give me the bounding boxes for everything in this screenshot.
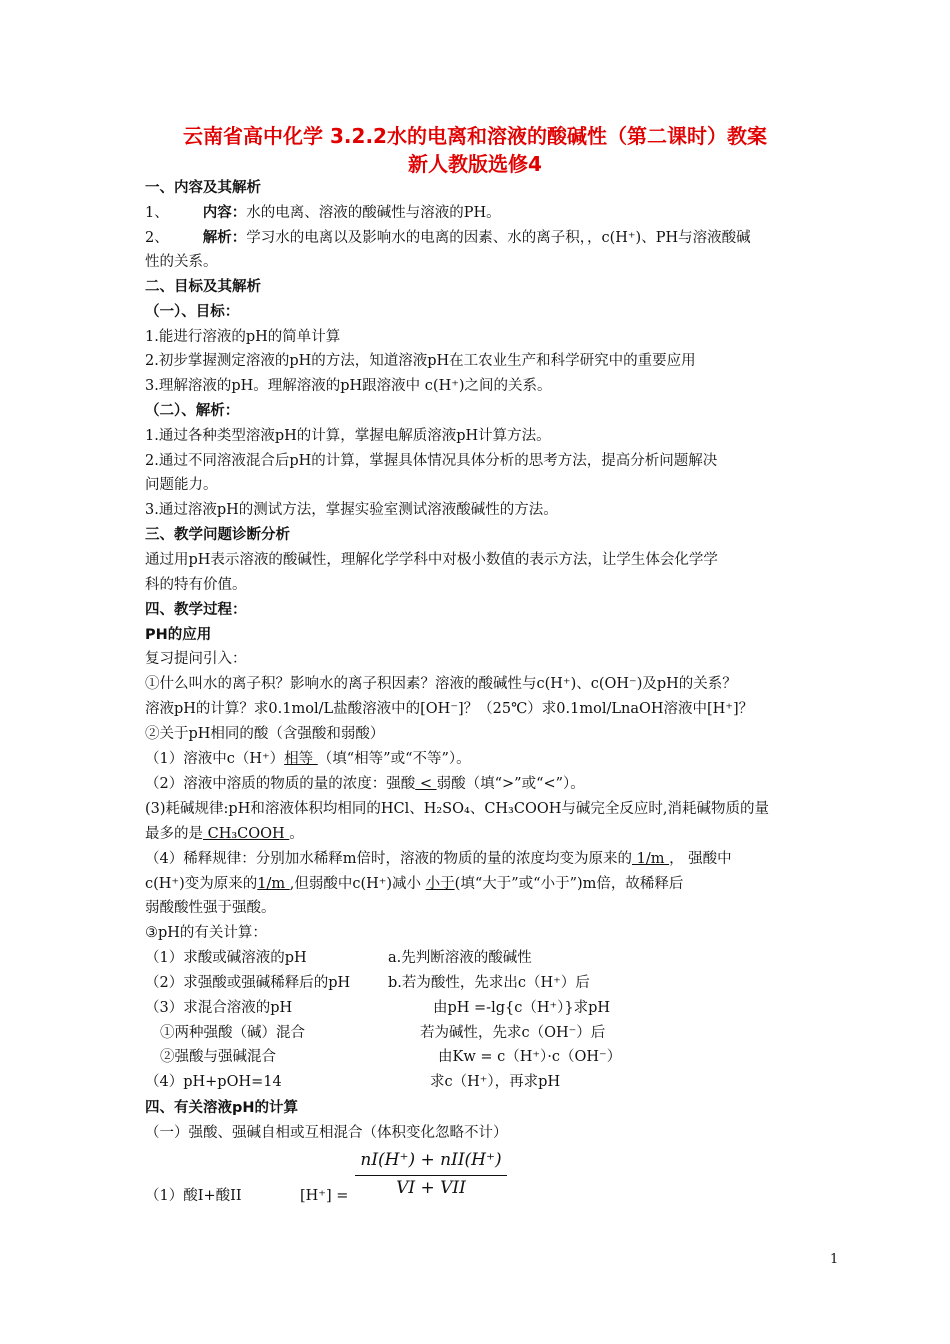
- filled-answer: <: [415, 776, 437, 792]
- section-5-subheading: （一）强酸、强碱自相或互相混合（体积变化忽略不计）: [145, 1125, 508, 1141]
- section-3-paragraph-line-2: 科的特有价值。: [145, 577, 247, 593]
- calc-left-2: （2）求强酸或强碱稀释后的pH: [145, 975, 351, 991]
- document-title-line-1: 云南省高中化学 3.2.2水的电离和溶液的酸碱性（第二课时）教案: [183, 124, 767, 148]
- filled-answer: 小于: [425, 876, 455, 892]
- rule-text: （填“相等”或“不等”）。: [317, 751, 471, 767]
- item-text: 水的电离、溶液的酸碱性与溶液的PH。: [246, 205, 501, 221]
- page-number: 1: [830, 1252, 839, 1267]
- rule-4-conclusion: 弱酸酸性强于强酸。: [145, 900, 276, 916]
- question-2: ②关于pH相同的酸（含强酸和弱酸）: [145, 726, 385, 742]
- document-title-line-2: 新人教版选修4: [408, 152, 542, 176]
- rule-text: 。: [289, 826, 304, 842]
- calc-left-5: ②强酸与强碱混合: [160, 1049, 276, 1065]
- fraction-bar: [355, 1175, 507, 1176]
- section-2-heading: 二、目标及其解析: [145, 279, 261, 295]
- rule-text: c(H⁺)变为原来的: [145, 876, 258, 892]
- section-3-heading: 三、教学问题诊断分析: [145, 527, 290, 543]
- fraction-denominator: VI + VII: [396, 1178, 466, 1198]
- calc-right-1: a.先判断溶液的酸碱性: [388, 950, 532, 966]
- rule-1: [145, 749, 471, 769]
- section-2-subheading-goals: （一）、目标：: [145, 304, 240, 320]
- section-1-item-2: [145, 228, 751, 248]
- calc-right-4: 若为碱性，先求c（OH⁻）后: [420, 1025, 606, 1041]
- analysis-2: 2.通过不同溶液混合后pH的计算，掌握具体情况具体分析的思考方法，提高分析问题解决: [145, 453, 718, 469]
- calc-right-5: 由Kw = c（H⁺）·c（OH⁻）: [438, 1049, 622, 1065]
- item-label: 内容：: [202, 204, 247, 221]
- rule-4-continued: [145, 874, 683, 894]
- section-3-paragraph-line-1: 通过用pH表示溶液的酸碱性，理解化学学科中对极小数值的表示方法，让学生体会化学学: [145, 552, 718, 568]
- section-4-heading: 四、教学过程：: [145, 602, 247, 618]
- filled-answer: 1/m: [257, 876, 290, 892]
- calc-right-2: b.若为酸性，先求出c（H⁺）后: [388, 975, 590, 991]
- calc-left-1: （1）求酸或碱溶液的pH: [145, 950, 307, 966]
- section-1-item-1: [145, 203, 501, 223]
- rule-3-continued: [145, 824, 304, 844]
- calc-right-3: 由pH =-lg{c（H⁺）}求pH: [433, 1000, 611, 1016]
- rule-text: ， 强酸中: [669, 851, 732, 867]
- calc-right-6: 求c（H⁺），再求pH: [430, 1074, 561, 1090]
- item-text: 学习水的电离以及影响水的电离的因素、水的离子积，，c(H⁺)、PH与溶液酸碱: [246, 230, 751, 246]
- fraction-numerator: nI(H⁺) + nII(H⁺): [360, 1150, 502, 1170]
- section-1-heading: 一、内容及其解析: [145, 180, 261, 196]
- section-1-item-2-continued: 性的关系。: [145, 254, 218, 270]
- analysis-2-continued: 问题能力。: [145, 477, 218, 493]
- filled-answer: 相等: [284, 751, 318, 767]
- rule-text: （4）稀释规律：分别加水稀释m倍时，溶液的物质的量的浓度均变为原来的: [145, 851, 632, 867]
- formula-label: （1）酸I+酸II: [145, 1188, 242, 1204]
- question-1-continued: 溶液pH的计算？求0.1mol/L盐酸溶液中的[OH⁻]？（25℃）求0.1mol/LnaOH溶液中[H⁺]？: [145, 701, 754, 717]
- goal-1: 1.能进行溶液的pH的简单计算: [145, 329, 341, 345]
- item-number: 2、: [145, 230, 169, 246]
- rule-text: 弱酸（填“>”或“<”）。: [436, 776, 585, 792]
- rule-text: （2）溶液中溶质的物质的量的浓度：强酸: [145, 776, 416, 792]
- filled-answer: CH₃COOH: [203, 826, 290, 842]
- item-label: 解析：: [202, 229, 247, 246]
- goal-3: 3.理解溶液的pH。理解溶液的pH跟溶液中 c(H⁺)之间的关系。: [145, 378, 552, 394]
- filled-answer: 1/m: [631, 851, 670, 867]
- rule-text: (填“大于”或“小于”)m倍，故稀释后: [454, 876, 684, 892]
- review-intro: 复习提问引入：: [145, 651, 247, 667]
- section-4-subheading: PH的应用: [145, 627, 212, 643]
- calc-left-4: ①两种强酸（碱）混合: [160, 1025, 305, 1041]
- goal-2: 2.初步掌握测定溶液的pH的方法，知道溶液pH在工农业生产和科学研究中的重要应用: [145, 353, 696, 369]
- rule-2: [145, 774, 585, 794]
- rule-4: [145, 849, 732, 869]
- rule-text: 最多的是: [145, 826, 203, 842]
- calc-left-3: （3）求混合溶液的pH: [145, 1000, 293, 1016]
- analysis-3: 3.通过溶液pH的测试方法，掌握实验室测试溶液酸碱性的方法。: [145, 502, 558, 518]
- item-number: 1、: [145, 205, 169, 221]
- formula-lhs: [H⁺] =: [300, 1188, 349, 1204]
- rule-text: ,但弱酸中c(H⁺)减小: [289, 876, 426, 892]
- hydrogen-ion-fraction: [355, 1150, 507, 1200]
- question-1: ①什么叫水的离子积？影响水的离子积因素？溶液的酸碱性与c(H⁺)、c(OH⁻)及pH的关系？: [145, 676, 737, 692]
- analysis-1: 1.通过各种类型溶液pH的计算，掌握电解质溶液pH计算方法。: [145, 428, 551, 444]
- rule-text: （1）溶液中c（H⁺）: [145, 751, 285, 767]
- section-2-subheading-analysis: （二）、解析：: [145, 403, 240, 419]
- question-3: ③pH的有关计算：: [145, 925, 267, 941]
- section-5-heading: 四、有关溶液pH的计算: [145, 1100, 299, 1116]
- rule-3: (3)耗碱规律:pH和溶液体积均相同的HCl、H₂SO₄、CH₃COOH与碱完全反应时,消耗碱物质的量: [145, 801, 769, 817]
- calc-left-6: （4）pH+pOH=14: [145, 1074, 282, 1090]
